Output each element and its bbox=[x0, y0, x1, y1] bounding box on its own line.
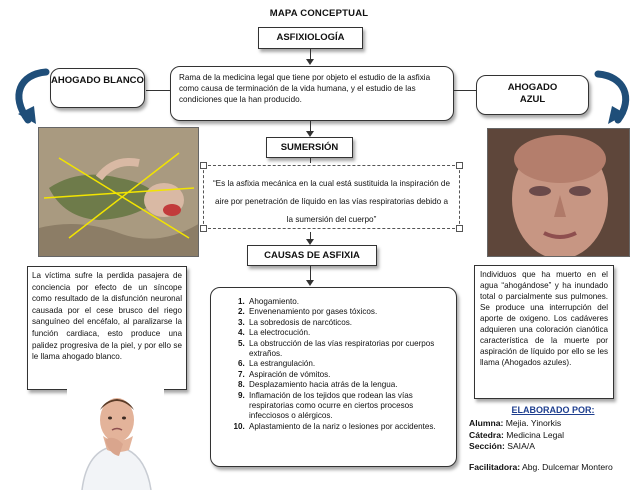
left-title-box bbox=[50, 68, 145, 108]
credits-student bbox=[469, 418, 635, 430]
credits-heading-text: ELABORADO POR: bbox=[511, 405, 595, 415]
credits-heading bbox=[488, 405, 618, 415]
connector-left bbox=[146, 90, 170, 91]
connector-right bbox=[454, 90, 476, 91]
cause-item: 6. La estrangulación. bbox=[247, 359, 446, 369]
chair-value: Medicina Legal bbox=[506, 429, 565, 440]
cause-item: 4. La electrocución. bbox=[247, 328, 446, 338]
right-description-box bbox=[474, 265, 614, 399]
left-description-box bbox=[27, 266, 187, 390]
topic-label: ASFIXIOLOGÍA bbox=[276, 32, 345, 43]
causes-list bbox=[231, 297, 446, 432]
causes-title: CAUSAS DE ASFIXIA bbox=[264, 250, 360, 261]
causes-title-box bbox=[247, 245, 377, 266]
cause-item: 9. Inflamación de los tejidos que rodean las vías respiratorias como ocurre en ciertos procesos infecciosos o alérgicos. bbox=[247, 391, 446, 422]
cause-item: 5. La obstrucción de las vías respiratorias por cuerpos extraños. bbox=[247, 339, 446, 360]
right-title-label: AHOGADO AZUL bbox=[507, 82, 558, 105]
causes-list-box bbox=[210, 287, 457, 467]
left-description: La víctima sufre la perdida pasajera de conciencia por efecto de un síncope como resultado de la disfunción neuronal causada por el cese brusco del riego sanguíneo del encéfalo, al paralizarse la función cardiaca, esto produce una palidez progresiva de la piel, y por ello se le llama ahogado blanco. bbox=[32, 271, 182, 362]
cause-item: 7. Aspiración de vómitos. bbox=[247, 370, 446, 380]
cause-item: 10. Aplastamiento de la nariz o lesiones por accidentes. bbox=[247, 422, 446, 432]
definition-text: Rama de la medicina legal que tiene por objeto el estudio de la asfixia como causa de terminación de la vida humana, y el estudio de las condiciones que la han producido. bbox=[179, 73, 431, 104]
arrowhead-causes bbox=[306, 280, 314, 286]
page-title: MAPA CONCEPTUAL bbox=[269, 8, 369, 19]
left-victim-photo bbox=[38, 127, 199, 257]
quote-corner-dots bbox=[200, 162, 463, 232]
credits-block bbox=[469, 418, 635, 473]
submersion-quote-text: “Es la asfixia mecánica en la cual está sustituida la inspiración de aire por penetración de líquido en las vías respiratorias debido a la sumersión del cuerpo” bbox=[212, 179, 451, 224]
student-label: Alumna: bbox=[469, 418, 504, 428]
credits-section bbox=[469, 441, 635, 453]
facilitator-value: Abg. Dulcemar Montero bbox=[522, 461, 613, 472]
facilitator-label: Facilitadora: bbox=[469, 461, 521, 472]
topic-box bbox=[258, 27, 363, 49]
student-value: Mejia. Yinorkis bbox=[505, 418, 562, 428]
cause-item: 8. Desplazamiento hacia atrás de la lengua. bbox=[247, 380, 446, 390]
submersion-title-box bbox=[266, 137, 353, 158]
definition-box bbox=[170, 66, 454, 121]
submersion-title: SUMERSIÓN bbox=[280, 142, 339, 153]
section-value: SAIA/A bbox=[507, 441, 535, 451]
cause-item: 1. Ahogamiento. bbox=[247, 297, 446, 307]
left-curve-arrow-icon bbox=[6, 62, 52, 128]
section-label: Sección: bbox=[469, 441, 505, 451]
right-title-box bbox=[476, 75, 589, 115]
arrowhead-topic bbox=[306, 59, 314, 65]
cause-item: 2. Envenenamiento por gases tóxicos. bbox=[247, 307, 446, 317]
right-description: Individuos que ha muerto en el agua “ahogándose” y ha inundado total o parcialmente sus pulmones. Se produce una interrupción del aporte de oxigeno. Los cadáveres adquieren una coloración cianótica característica de la muerte por aspiración de líquido por ello se les llama (Ahogados azules). bbox=[480, 270, 608, 367]
choking-person-image bbox=[67, 388, 164, 490]
right-curve-arrow-icon bbox=[592, 62, 638, 128]
left-title-label: AHOGADO BLANCO bbox=[51, 75, 144, 86]
credits-chair bbox=[469, 430, 635, 442]
connector-causes bbox=[310, 266, 311, 281]
credits-facilitator bbox=[469, 462, 635, 474]
chair-label: Cátedra: bbox=[469, 429, 504, 440]
cause-item: 3. La sobredosis de narcóticos. bbox=[247, 318, 446, 328]
right-victim-photo bbox=[487, 128, 630, 257]
